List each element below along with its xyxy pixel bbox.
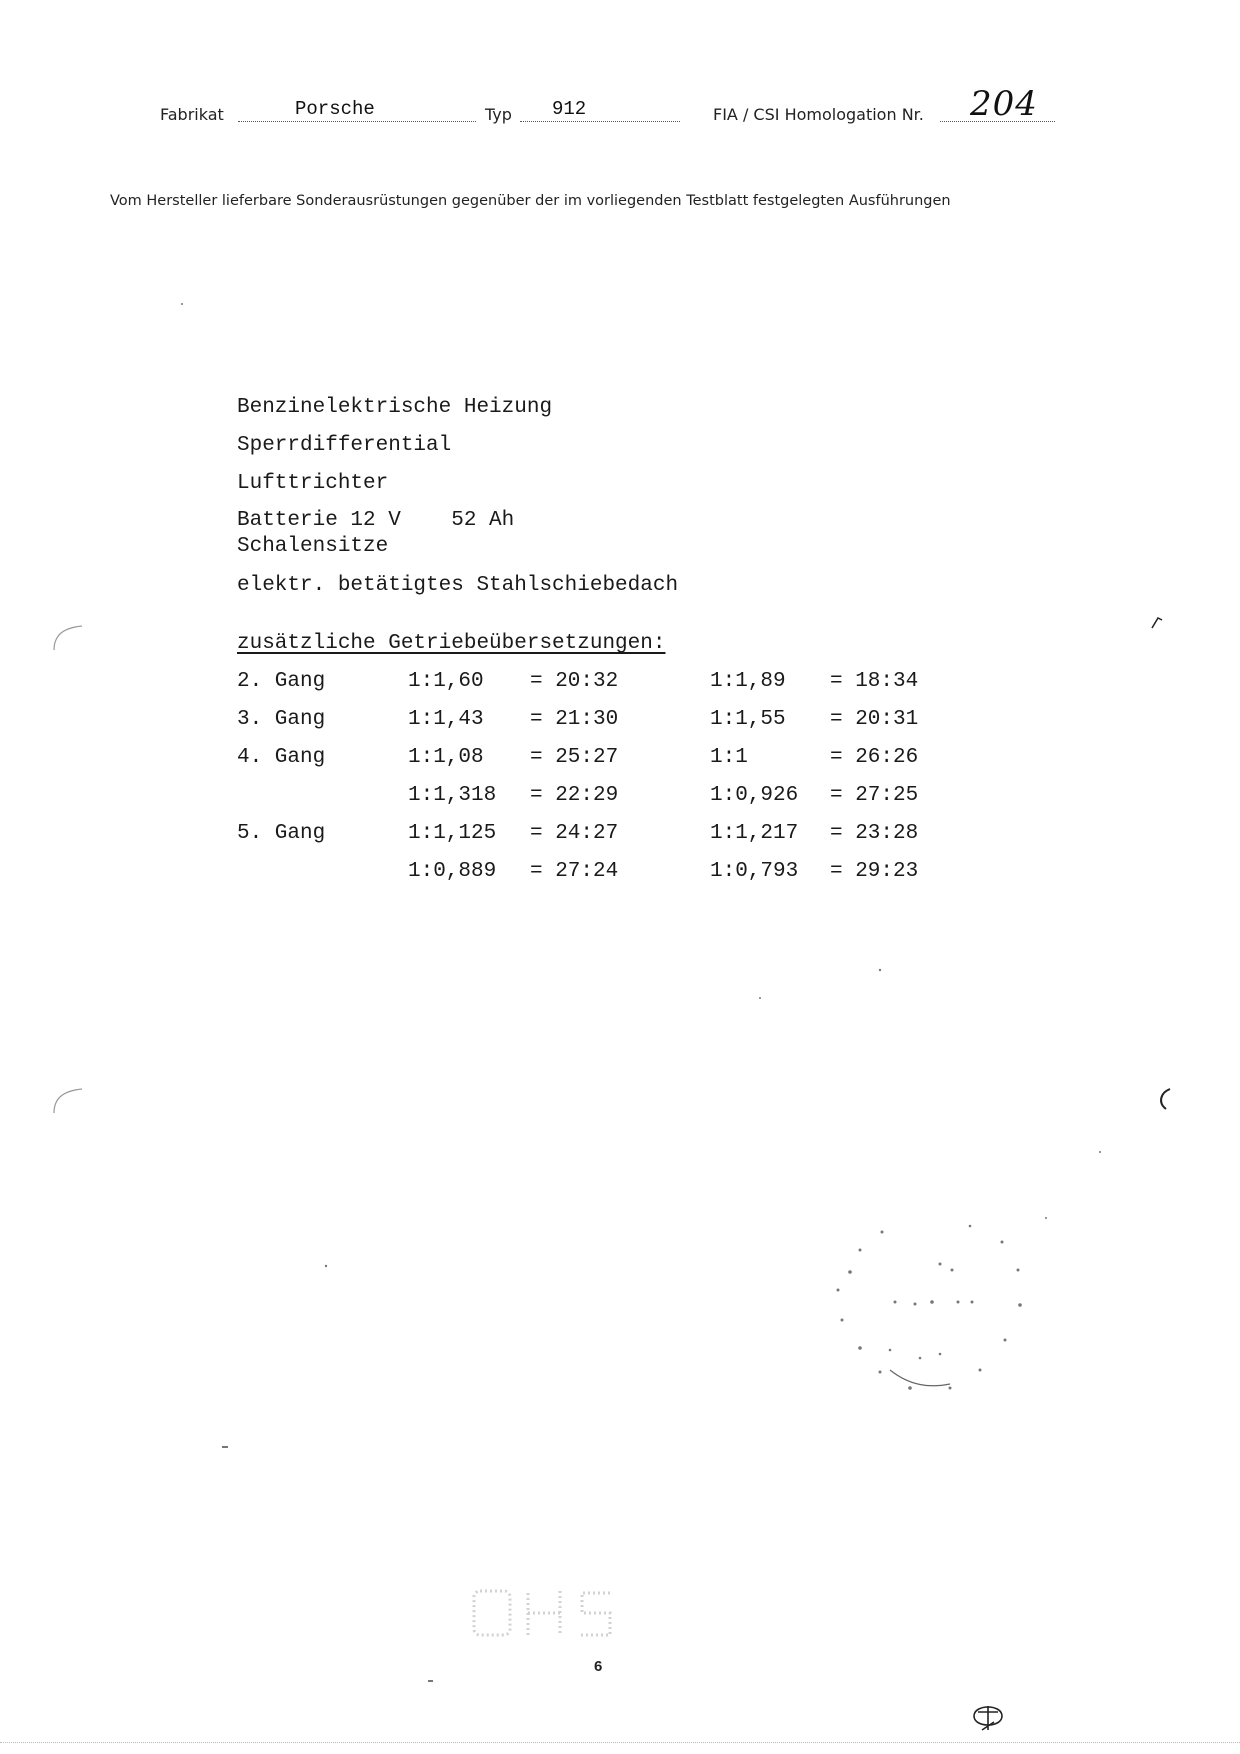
teeth-b: = 26:26 bbox=[830, 746, 919, 769]
typ-dotted-line bbox=[520, 121, 680, 122]
faint-stamp bbox=[820, 1220, 1040, 1420]
ratio-b: 1:1,217 bbox=[710, 822, 799, 845]
ratio-b: 1:0,793 bbox=[710, 860, 799, 883]
handwritten-corner-mark bbox=[968, 1698, 1008, 1738]
teeth-a: = 27:24 bbox=[530, 860, 619, 883]
teeth-a: = 24:27 bbox=[530, 822, 619, 845]
ratio-b: 1:0,926 bbox=[710, 784, 799, 807]
ratio-a: 1:1,125 bbox=[408, 822, 497, 845]
punch-hole-mark bbox=[48, 622, 88, 652]
punch-hole-mark bbox=[48, 1085, 88, 1115]
teeth-b: = 18:34 bbox=[830, 670, 919, 693]
faint-stamp bbox=[470, 1585, 630, 1640]
gear-ratios-heading: zusätzliche Getriebeübersetzungen: bbox=[237, 632, 666, 655]
ratio-a: 1:0,889 bbox=[408, 860, 497, 883]
equipment-item-schiebedach: elektr. betätigtes Stahlschiebedach bbox=[237, 574, 679, 597]
ratio-b: 1:1 bbox=[710, 746, 748, 769]
typ-value: 912 bbox=[552, 98, 587, 120]
teeth-b: = 23:28 bbox=[830, 822, 919, 845]
form-header bbox=[160, 84, 1060, 128]
page-edge-rule bbox=[0, 1742, 1240, 1743]
teeth-b: = 27:25 bbox=[830, 784, 919, 807]
ratio-a: 1:1,43 bbox=[408, 708, 484, 731]
equipment-item-batterie: Batterie 12 V 52 Ah bbox=[237, 509, 515, 532]
homologation-value-handwritten: 204 bbox=[970, 84, 1038, 124]
equipment-item-heizung: Benzinelektrische Heizung bbox=[237, 396, 553, 419]
equipment-item-sperrdifferential: Sperrdifferential bbox=[237, 434, 452, 457]
teeth-a: = 25:27 bbox=[530, 746, 619, 769]
ratio-b: 1:1,89 bbox=[710, 670, 786, 693]
fabrikat-label: Fabrikat bbox=[160, 105, 224, 124]
teeth-a: = 22:29 bbox=[530, 784, 619, 807]
gang-label: 2. Gang bbox=[237, 670, 326, 693]
teeth-b: = 20:31 bbox=[830, 708, 919, 731]
ratio-a: 1:1,60 bbox=[408, 670, 484, 693]
fabrikat-value: Porsche bbox=[295, 98, 375, 120]
fabrikat-dotted-line bbox=[238, 121, 476, 122]
margin-mark bbox=[1148, 612, 1168, 632]
gang-label: 3. Gang bbox=[237, 708, 326, 731]
ratio-a: 1:1,318 bbox=[408, 784, 497, 807]
teeth-a: = 21:30 bbox=[530, 708, 619, 731]
teeth-b: = 29:23 bbox=[830, 860, 919, 883]
ratio-b: 1:1,55 bbox=[710, 708, 786, 731]
gang-label: 4. Gang bbox=[237, 746, 326, 769]
typ-label: Typ bbox=[485, 105, 512, 124]
equipment-item-schalensitze: Schalensitze bbox=[237, 535, 389, 558]
subtitle: Vom Hersteller lieferbare Sonderausrüstungen gegenüber der im vorliegenden Testblatt festgelegten Ausführungen bbox=[110, 193, 951, 209]
margin-mark bbox=[1150, 1085, 1180, 1115]
ratio-a: 1:1,08 bbox=[408, 746, 484, 769]
equipment-item-lufttrichter: Lufttrichter bbox=[237, 472, 389, 495]
homologation-label: FIA / CSI Homologation Nr. bbox=[713, 105, 924, 124]
gang-label: 5. Gang bbox=[237, 822, 326, 845]
page-number: 6 bbox=[594, 1658, 603, 1675]
teeth-a: = 20:32 bbox=[530, 670, 619, 693]
